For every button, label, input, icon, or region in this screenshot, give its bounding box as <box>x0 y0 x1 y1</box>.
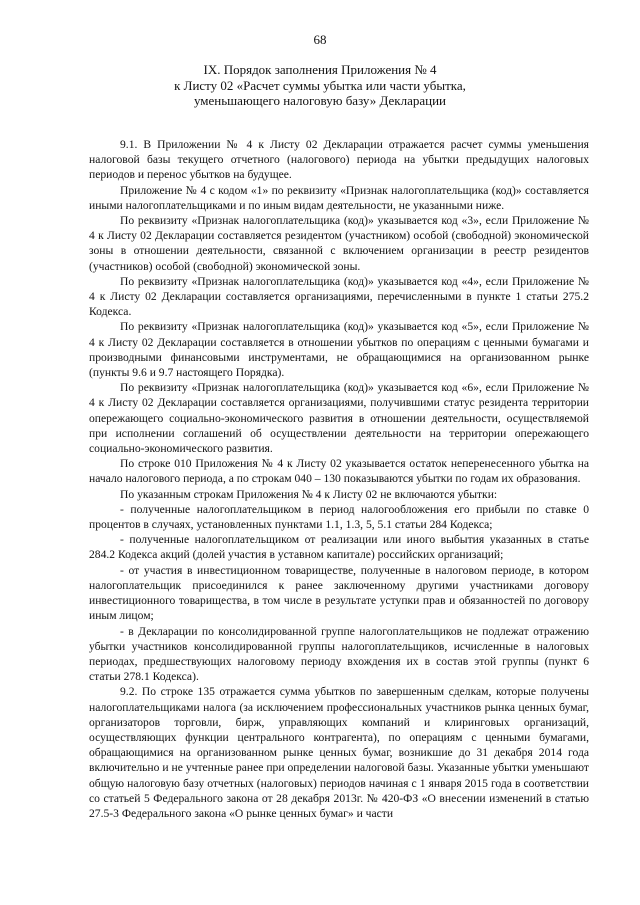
heading-line-1: IX. Порядок заполнения Приложения № 4 <box>203 62 437 77</box>
paragraph-code-3: По реквизиту «Признак налогоплательщика (код)» указывается код «3», если Приложение № 4 к Листу 02 Декларации составляется резидентом (участником) особой (свободной) экономической зоны в отношении деятельности, связанной с включением организации в реестр резидентов (участников) особой (свободной) экономической зоны. <box>89 214 589 273</box>
paragraph-code-6: По реквизиту «Признак налогоплательщика (код)» указывается код «6», если Приложение № 4 к Листу 02 Декларации составляется организациями, получившими статус резидента территории опережающего социально-экономического развития в отношении деятельности, осуществляемой при исполнении соглашений об осуществлении деятельности на территории опережающего социально-экономического развития. <box>89 381 589 456</box>
heading-line-3: уменьшающего налоговую базу» Декларации <box>193 93 447 108</box>
list-item-exclusion-4: - в Декларации по консолидированной группе налогоплательщиков не подлежат отражению убытки участников консолидированной группы налогоплательщиков, исчисленные в налоговых периодах, предшествующих налоговому периоду вхождения их в состав этой группы (пункт 6 статьи 278.1 Кодекса). <box>89 624 589 684</box>
section-heading <box>60 62 580 109</box>
page-number: 68 <box>313 32 327 47</box>
body-text <box>89 137 589 821</box>
paragraph-code-1: Приложение № 4 с кодом «1» по реквизиту «Признак налогоплательщика (код)» составляется иными налогоплательщиками и по иным видам деятельности, не указанными ниже. <box>89 183 589 212</box>
paragraph-exclusions-intro: По указанным строкам Приложения № 4 к Листу 02 не включаются убытки: <box>120 487 498 501</box>
heading-line-2: к Листу 02 «Расчет суммы убытка или части убытка, <box>174 77 466 93</box>
paragraph-code-4: По реквизиту «Признак налогоплательщика (код)» указывается код «4», если Приложение № 4 к Листу 02 Декларации составляется организациями, перечисленными в пункте 1 статьи 275.2 Кодекса. <box>89 274 589 319</box>
paragraph-code-5: По реквизиту «Признак налогоплательщика (код)» указывается код «5», если Приложение № 4 к Листу 02 Декларации составляется в отношении убытков по операциям с ценными бумагами и производными финансовыми инструментами, не обращающимися на организованном рынке (пункты 9.6 и 9.7 настоящего Порядка). <box>89 320 589 380</box>
paragraph-line-010: По строке 010 Приложения № 4 к Листу 02 указывается остаток неперенесенного убытка на начало налогового периода, а по строкам 040 – 130 показываются убытки по годам их образования. <box>89 457 589 486</box>
list-item-exclusion-3: - от участия в инвестиционном товариществе, полученные в налоговом периоде, в котором налогоплательщик присоединился к ранее заключенному другими участниками договору инвестиционного товарищества, в том числе в результате уступки прав и обязанностей по договору иным лицом; <box>89 563 589 623</box>
list-item-exclusion-2: - полученные налогоплательщиком от реализации или иного выбытия указанных в статье 284.2 Кодекса акций (долей участия в уставном капитале) российских организаций; <box>89 533 589 562</box>
list-item-exclusion-1: - полученные налогоплательщиком в период налогообложения его прибыли по ставке 0 процентов в случаях, установленных пунктами 1.1, 1.3, 5, 5.1 статьи 284 Кодекса; <box>89 502 589 532</box>
paragraph-9-1: 9.1. В Приложении № 4 к Листу 02 Декларации отражается расчет суммы уменьшения налоговой базы текущего отчетного (налогового) периода на убытки предыдущих налоговых периодов и перенос убытков на будущее. <box>89 138 589 182</box>
paragraph-9-2: 9.2. По строке 135 отражается сумма убытков по завершенным сделкам, которые получены налогоплательщиками налога (за исключением профессиональных участников рынка ценных бумаг, организаторов торговли, бирж, управляющих компаний и клиринговых организаций, осуществляющих функции центрального контрагента), по операциям с ценными бумагами, обращающимися на организованном рынке ценных бумаг, возникшие до 31 декабря 2014 года включительно и не учтенные ранее при определении налоговой базы. Указанные убытки уменьшают общую налоговую базу отчетных (налоговых) периодов начиная с 1 января 2015 года в соответствии со статьей 5 Федерального закона от 28 декабря 2013г. № 420-ФЗ «О внесении изменений в статью 27.5-3 Федерального закона «О рынке ценных бумаг» и части <box>89 685 589 820</box>
